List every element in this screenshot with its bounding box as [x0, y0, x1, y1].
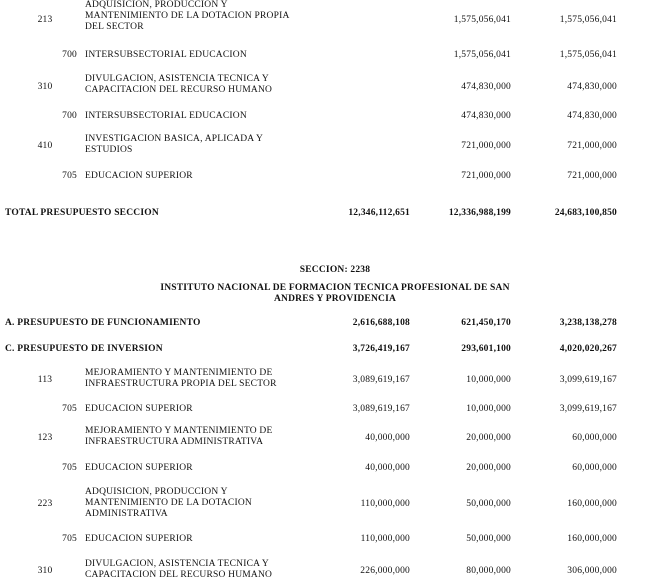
amount-col2: 20,000,000: [466, 463, 511, 473]
program-description: [85, 0, 290, 33]
program-description: [85, 134, 263, 156]
program-description: [85, 426, 272, 448]
amount-col2: 1,575,056,041: [453, 15, 511, 25]
subprogram-description: EDUCACION SUPERIOR: [85, 463, 193, 473]
inv-col3: 4,020,020,267: [559, 344, 617, 354]
section-heading: SECCION: 2238: [299, 265, 371, 275]
subprogram-description: EDUCACION SUPERIOR: [85, 404, 193, 414]
desc-line: ADQUISICION, PRODUCCION Y: [85, 0, 228, 10]
amount-col1: 3,089,619,167: [352, 375, 410, 385]
amount-col2: 20,000,000: [466, 433, 511, 443]
amount-col1: 3,089,619,167: [352, 404, 410, 414]
desc-line: MANTENIMIENTO DE LA DOTACION PROPIA: [85, 11, 290, 21]
desc-line: CAPACITACION DEL RECURSO HUMANO: [85, 570, 273, 580]
amount-col1: 40,000,000: [365, 433, 410, 443]
desc-line: INVESTIGACION BASICA, APLICADA Y: [85, 134, 264, 144]
program-code: 410: [37, 141, 53, 151]
section-entity-name: INSTITUTO NACIONAL DE FORMACION TECNICA PROFESIONAL DE SAN: [160, 283, 510, 293]
program-description: [85, 74, 272, 96]
amount-col3: 60,000,000: [572, 433, 617, 443]
amount-col1: 40,000,000: [365, 463, 410, 473]
func-col3: 3,238,138,278: [559, 318, 617, 328]
funcionamiento-label: A. PRESUPUESTO DE FUNCIONAMIENTO: [5, 318, 201, 328]
desc-line: DEL SECTOR: [85, 22, 144, 32]
subprogram-code: 705: [62, 404, 77, 414]
inversion-label: C. PRESUPUESTO DE INVERSION: [5, 344, 163, 354]
amount-col2: 474,830,000: [461, 111, 511, 121]
subprogram-code: 705: [62, 534, 77, 544]
amount-col3: 721,000,000: [567, 171, 617, 181]
subprogram-code: 700: [62, 50, 77, 60]
program-code: 123: [37, 433, 53, 443]
amount-col3: 1,575,056,041: [559, 15, 617, 25]
desc-line: MEJORAMIENTO Y MANTENIMIENTO DE: [85, 426, 273, 436]
program-code: 310: [37, 82, 53, 92]
amount-col1: 110,000,000: [360, 534, 410, 544]
program-code: 310: [37, 566, 53, 576]
amount-col2: 10,000,000: [466, 375, 511, 385]
total-label: TOTAL PRESUPUESTO SECCION: [5, 208, 159, 218]
desc-line: ADQUISICION, PRODUCCION Y: [85, 487, 228, 497]
desc-line: INFRAESTRUCTURA PROPIA DEL SECTOR: [85, 379, 277, 389]
amount-col2: 50,000,000: [466, 534, 511, 544]
amount-col3: 160,000,000: [567, 534, 617, 544]
amount-col2: 1,575,056,041: [453, 50, 511, 60]
subprogram-description: INTERSUBSECTORIAL EDUCACION: [85, 111, 247, 121]
amount-col2: 50,000,000: [466, 499, 511, 509]
program-description: [85, 487, 252, 520]
amount-col3: 60,000,000: [572, 463, 617, 473]
amount-col3: 306,000,000: [567, 566, 617, 576]
amount-col3: 3,099,619,167: [559, 375, 617, 385]
total-col1: 12,346,112,651: [348, 208, 410, 218]
subprogram-description: EDUCACION SUPERIOR: [85, 534, 193, 544]
program-description: [85, 559, 272, 581]
desc-line: INFRAESTRUCTURA ADMINISTRATIVA: [85, 437, 264, 447]
desc-line: DIVULGACION, ASISTENCIA TECNICA Y: [85, 74, 269, 84]
total-col2: 12,336,988,199: [448, 208, 511, 218]
desc-line: MANTENIMIENTO DE LA DOTACION: [85, 498, 252, 508]
subprogram-description: INTERSUBSECTORIAL EDUCACION: [85, 50, 247, 60]
program-code: 113: [37, 375, 53, 385]
program-code: 213: [37, 15, 53, 25]
func-col2: 621,450,170: [461, 318, 511, 328]
amount-col2: 721,000,000: [461, 171, 511, 181]
amount-col3: 474,830,000: [567, 82, 617, 92]
subprogram-code: 700: [62, 111, 77, 121]
amount-col3: 1,575,056,041: [559, 50, 617, 60]
subprogram-code: 705: [62, 463, 77, 473]
func-col1: 2,616,688,108: [352, 318, 410, 328]
amount-col2: 721,000,000: [461, 141, 511, 151]
amount-col3: 721,000,000: [567, 141, 617, 151]
desc-line: DIVULGACION, ASISTENCIA TECNICA Y: [85, 559, 269, 569]
amount-col1: 110,000,000: [360, 499, 410, 509]
amount-col2: 10,000,000: [466, 404, 511, 414]
subprogram-description: EDUCACION SUPERIOR: [85, 171, 193, 181]
subprogram-code: 705: [62, 171, 77, 181]
desc-line: MEJORAMIENTO Y MANTENIMIENTO DE: [85, 368, 273, 378]
amount-col1: 226,000,000: [360, 566, 410, 576]
amount-col2: 474,830,000: [461, 82, 511, 92]
desc-line: ADMINISTRATIVA: [85, 509, 168, 519]
program-description: [85, 368, 277, 390]
total-col3: 24,683,100,850: [554, 208, 617, 218]
section-entity-name-cont: ANDRES Y PROVIDENCIA: [273, 294, 397, 304]
amount-col2: 80,000,000: [466, 566, 511, 576]
desc-line: ESTUDIOS: [85, 145, 133, 155]
amount-col3: 474,830,000: [567, 111, 617, 121]
amount-col3: 160,000,000: [567, 499, 617, 509]
inv-col2: 293,601,100: [461, 344, 511, 354]
program-code: 223: [37, 499, 53, 509]
amount-col3: 3,099,619,167: [559, 404, 617, 414]
inv-col1: 3,726,419,167: [352, 344, 410, 354]
desc-line: CAPACITACION DEL RECURSO HUMANO: [85, 85, 273, 95]
